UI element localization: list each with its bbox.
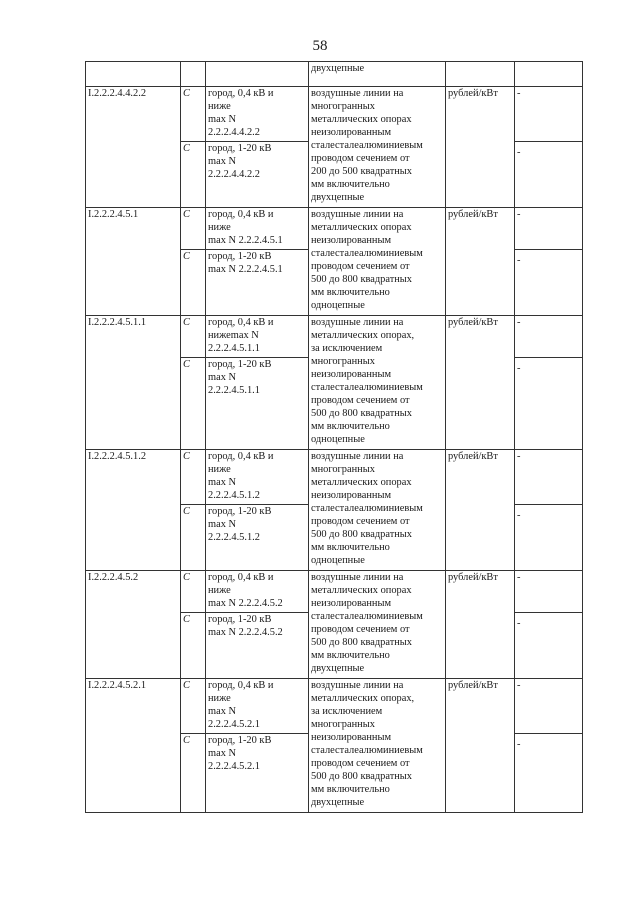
page-number: 58 (312, 38, 328, 54)
description-line: металлических опорах (311, 114, 412, 125)
value-cell: - (515, 358, 583, 450)
description-line: 500 до 800 квадратных (311, 529, 412, 540)
unit-cell: рублей/кВт (446, 571, 515, 679)
category-cell: С (181, 571, 206, 613)
voltage-line: ниже (208, 693, 231, 704)
voltage-cell (206, 734, 309, 813)
voltage-line: город, 0,4 кВ и (208, 88, 274, 99)
value-cell: - (515, 613, 583, 679)
voltage-cell (206, 142, 309, 208)
description-line: неизолированным (311, 732, 392, 743)
voltage-line: город, 1-20 кВ (208, 359, 272, 370)
voltage-line: город, 1-20 кВ (208, 614, 272, 625)
category-cell: С (181, 208, 206, 250)
description-line: металлических опорах, (311, 330, 415, 341)
voltage-line: max N (208, 372, 236, 383)
category-cell: С (181, 87, 206, 142)
voltage-line: ниже (208, 222, 231, 233)
unit-cell: рублей/кВт (446, 208, 515, 316)
description-line: одноцепные (311, 555, 365, 566)
voltage-line: max N 2.2.2.4.5.1 (208, 235, 283, 246)
description-line: мм включительно (311, 650, 390, 661)
description-cell (309, 87, 446, 208)
description-line: воздушные линии на (311, 209, 404, 220)
voltage-cell (206, 358, 309, 450)
code-cell (86, 62, 181, 87)
description-line: мм включительно (311, 542, 390, 553)
description-line: металлических опорах (311, 585, 412, 596)
voltage-line: 2.2.2.4.4.2.2 (208, 127, 260, 138)
voltage-line: город, 0,4 кВ и (208, 209, 274, 220)
value-cell: - (515, 679, 583, 734)
voltage-line: max N 2.2.2.4.5.1 (208, 264, 283, 275)
description-line: многогранных (311, 464, 375, 475)
voltage-cell (206, 316, 309, 358)
voltage-cell (206, 571, 309, 613)
value-cell: - (515, 734, 583, 813)
voltage-line: город, 1-20 кВ (208, 735, 272, 746)
tariff-row (86, 208, 583, 250)
description-line: за исключением (311, 343, 383, 354)
description-cell (309, 571, 446, 679)
description-line: проводом сечением от (311, 261, 410, 272)
description-line: многогранных (311, 356, 375, 367)
voltage-line: ниже (208, 464, 231, 475)
value-cell: - (515, 571, 583, 613)
tariff-row (86, 571, 583, 613)
voltage-line: город, 0,4 кВ и (208, 572, 274, 583)
voltage-line: нижеmax N (208, 330, 259, 341)
voltage-cell (206, 505, 309, 571)
description-line: сталесталеалюминиевым (311, 248, 423, 259)
value-cell: - (515, 142, 583, 208)
description-line: 500 до 800 квадратных (311, 637, 412, 648)
category-cell: С (181, 316, 206, 358)
value-cell: - (515, 316, 583, 358)
description-line: двухцепные (311, 192, 365, 203)
description-line: 500 до 800 квадратных (311, 771, 412, 782)
description-line: воздушные линии на (311, 317, 404, 328)
category-cell: С (181, 613, 206, 679)
voltage-line: max N (208, 519, 236, 530)
description-line: 200 до 500 квадратных (311, 166, 412, 177)
tariff-row (86, 87, 583, 142)
unit-cell: рублей/кВт (446, 450, 515, 571)
voltage-line: max N (208, 114, 236, 125)
voltage-cell (206, 250, 309, 316)
description-line: сталесталеалюминиевым (311, 745, 423, 756)
description-line: неизолированным (311, 598, 392, 609)
voltage-line: 2.2.2.4.5.1.2 (208, 490, 260, 501)
value-cell: - (515, 450, 583, 505)
category-cell: С (181, 250, 206, 316)
description-line: неизолированным (311, 235, 392, 246)
voltage-line: max N 2.2.2.4.5.2 (208, 627, 283, 638)
description-line: сталесталеалюминиевым (311, 140, 423, 151)
voltage-line: 2.2.2.4.5.1.1 (208, 343, 260, 354)
continuation-row (86, 62, 583, 87)
voltage-line: город, 1-20 кВ (208, 143, 272, 154)
voltage-line: город, 0,4 кВ и (208, 451, 274, 462)
voltage-line: 2.2.2.4.5.1.2 (208, 532, 260, 543)
description-line: двухцепные (311, 663, 365, 674)
voltage-line: город, 1-20 кВ (208, 251, 272, 262)
description-line: металлических опорах, (311, 693, 415, 704)
voltage-cell (206, 613, 309, 679)
tariff-row (86, 679, 583, 734)
code-cell: I.2.2.2.4.5.1.1 (86, 316, 181, 450)
description-line: двухцепные (311, 63, 365, 74)
voltage-cell (206, 62, 309, 87)
description-line: воздушные линии на (311, 88, 404, 99)
voltage-line: город, 0,4 кВ и (208, 680, 274, 691)
category-cell: С (181, 679, 206, 734)
voltage-cell (206, 679, 309, 734)
code-cell: I.2.2.2.4.5.1 (86, 208, 181, 316)
unit-cell: рублей/кВт (446, 316, 515, 450)
category-cell: С (181, 505, 206, 571)
voltage-line: max N 2.2.2.4.5.2 (208, 598, 283, 609)
voltage-cell (206, 450, 309, 505)
description-cell (309, 62, 446, 87)
voltage-line: ниже (208, 101, 231, 112)
voltage-line: max N (208, 477, 236, 488)
value-cell: - (515, 250, 583, 316)
description-line: 500 до 800 квадратных (311, 274, 412, 285)
code-cell: I.2.2.2.4.4.2.2 (86, 87, 181, 208)
voltage-line: 2.2.2.4.5.2.1 (208, 761, 260, 772)
description-line: сталесталеалюминиевым (311, 382, 423, 393)
voltage-line: город, 1-20 кВ (208, 506, 272, 517)
value-cell: - (515, 505, 583, 571)
description-line: воздушные линии на (311, 572, 404, 583)
description-line: сталесталеалюминиевым (311, 611, 423, 622)
voltage-line: ниже (208, 585, 231, 596)
description-line: воздушные линии на (311, 451, 404, 462)
value-cell: - (515, 87, 583, 142)
description-line: 500 до 800 квадратных (311, 408, 412, 419)
value-cell: - (515, 208, 583, 250)
description-line: мм включительно (311, 179, 390, 190)
description-line: проводом сечением от (311, 153, 410, 164)
voltage-cell (206, 208, 309, 250)
category-cell (181, 62, 206, 87)
tariff-table-body (86, 62, 583, 813)
code-cell: I.2.2.2.4.5.2 (86, 571, 181, 679)
description-line: одноцепные (311, 300, 365, 311)
voltage-line: max N (208, 706, 236, 717)
description-line: проводом сечением от (311, 624, 410, 635)
description-cell (309, 208, 446, 316)
voltage-line: 2.2.2.4.5.2.1 (208, 719, 260, 730)
description-line: воздушные линии на (311, 680, 404, 691)
unit-cell (446, 62, 515, 87)
voltage-line: max N (208, 748, 236, 759)
description-line: неизолированным (311, 369, 392, 380)
description-cell (309, 450, 446, 571)
description-cell (309, 679, 446, 813)
unit-cell: рублей/кВт (446, 679, 515, 813)
description-line: сталесталеалюминиевым (311, 503, 423, 514)
description-line: металлических опорах (311, 222, 412, 233)
value-cell (515, 62, 583, 87)
code-cell: I.2.2.2.4.5.2.1 (86, 679, 181, 813)
description-line: неизолированным (311, 490, 392, 501)
description-line: мм включительно (311, 287, 390, 298)
description-line: металлических опорах (311, 477, 412, 488)
voltage-line: город, 0,4 кВ и (208, 317, 274, 328)
description-line: проводом сечением от (311, 516, 410, 527)
voltage-line: 2.2.2.4.4.2.2 (208, 169, 260, 180)
description-line: проводом сечением от (311, 758, 410, 769)
description-line: двухцепные (311, 797, 365, 808)
category-cell: С (181, 450, 206, 505)
description-line: многогранных (311, 101, 375, 112)
tariff-row (86, 450, 583, 505)
description-line: мм включительно (311, 784, 390, 795)
description-line: мм включительно (311, 421, 390, 432)
description-cell (309, 316, 446, 450)
category-cell: С (181, 734, 206, 813)
description-line: проводом сечением от (311, 395, 410, 406)
category-cell: С (181, 142, 206, 208)
description-line: многогранных (311, 719, 375, 730)
description-line: одноцепные (311, 434, 365, 445)
tariff-row (86, 316, 583, 358)
code-cell: I.2.2.2.4.5.1.2 (86, 450, 181, 571)
voltage-line: max N (208, 156, 236, 167)
category-cell: С (181, 358, 206, 450)
voltage-line: 2.2.2.4.5.1.1 (208, 385, 260, 396)
unit-cell: рублей/кВт (446, 87, 515, 208)
voltage-cell (206, 87, 309, 142)
description-line: за исключением (311, 706, 383, 717)
description-line: неизолированным (311, 127, 392, 138)
tariff-table (85, 61, 583, 813)
